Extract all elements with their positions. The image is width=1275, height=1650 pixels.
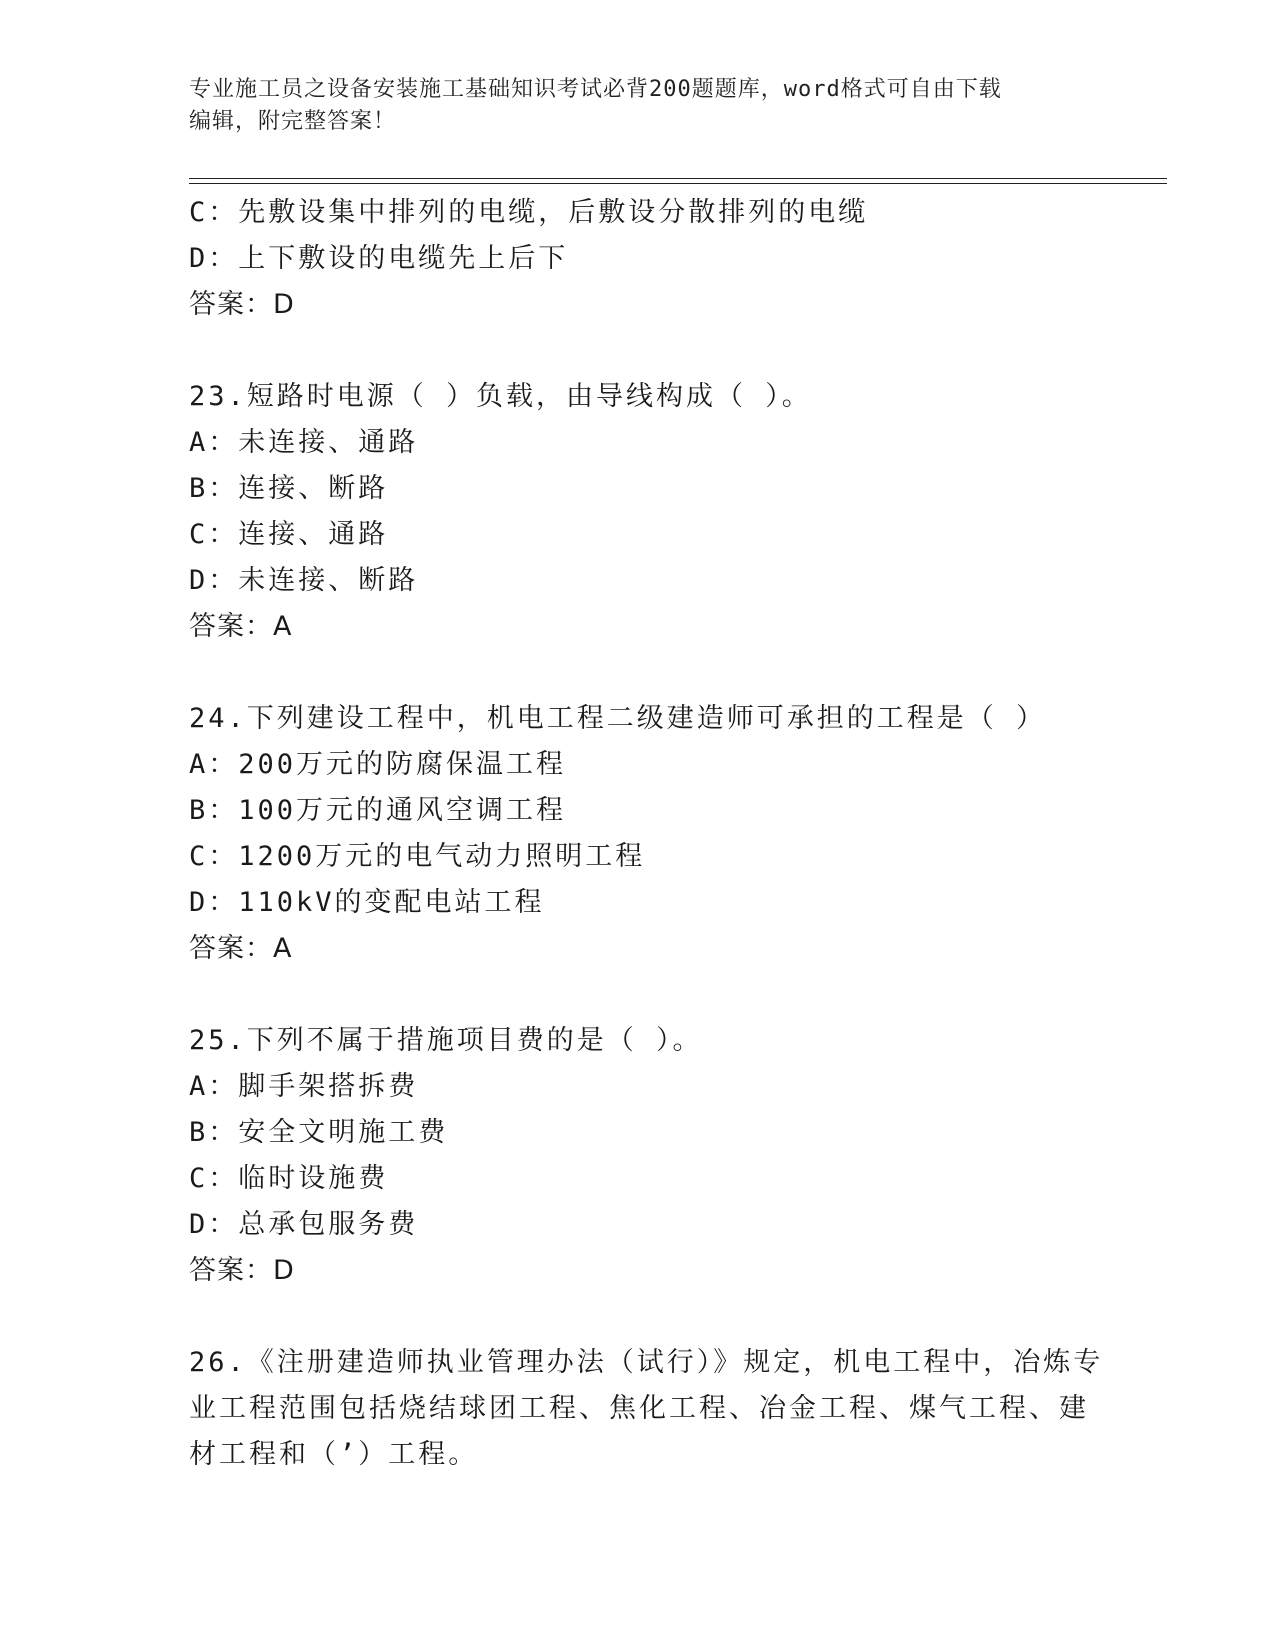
spacer	[189, 328, 1089, 374]
question-stem: 24.下列建设工程中，机电工程二级建造师可承担的工程是（ ）	[189, 703, 1047, 734]
question-stem-line-2: 业工程范围包括烧结球团工程、焦化工程、冶金工程、煤气工程、建	[189, 1393, 1089, 1424]
option-c: C：连接、通路	[189, 519, 389, 550]
answer: 答案：D	[189, 289, 295, 320]
option-d: D：110kV的变配电站工程	[189, 887, 545, 918]
option-c: C：临时设施费	[189, 1163, 389, 1194]
header-divider-bottom	[189, 183, 1167, 184]
option-b: B：100万元的通风空调工程	[189, 795, 567, 826]
spacer	[189, 972, 1089, 1018]
answer: 答案：A	[189, 611, 293, 642]
spacer	[189, 1294, 1089, 1340]
option-b: B：安全文明施工费	[189, 1117, 449, 1148]
option-a: A：脚手架搭拆费	[189, 1071, 419, 1102]
option-c: C：1200万元的电气动力照明工程	[189, 841, 646, 872]
question-stem-line-1: 26.《注册建造师执业管理办法（试行）》规定，机电工程中，冶炼专	[189, 1347, 1104, 1378]
option-b: B：连接、断路	[189, 473, 389, 504]
question-25	[189, 1018, 1089, 1294]
answer: 答案：A	[189, 933, 293, 964]
question-23	[189, 374, 1089, 650]
question-26	[189, 1340, 1104, 1478]
question-stem: 25.下列不属于措施项目费的是（ ）。	[189, 1025, 703, 1056]
option-d: D：总承包服务费	[189, 1209, 419, 1240]
answer: 答案：D	[189, 1255, 295, 1286]
question-list	[189, 190, 1104, 1478]
header-divider-top	[189, 178, 1167, 179]
question-24	[189, 696, 1089, 972]
document-header	[189, 74, 1089, 138]
question-stem: 23.短路时电源（ ）负载，由导线构成（ ）。	[189, 381, 812, 412]
option-a: A：200万元的防腐保温工程	[189, 749, 567, 780]
spacer	[189, 650, 1089, 696]
question-stem-line-3: 材工程和（’）工程。	[189, 1439, 479, 1470]
option-a: A：未连接、通路	[189, 427, 419, 458]
question-22-fragment	[189, 190, 1089, 328]
option-d: D：上下敷设的电缆先上后下	[189, 243, 569, 274]
option-d: D：未连接、断路	[189, 565, 419, 596]
header-line-2: 编辑，附完整答案！	[189, 109, 397, 134]
option-c: C：先敷设集中排列的电缆，后敷设分散排列的电缆	[189, 197, 869, 228]
header-line-1: 专业施工员之设备安装施工基础知识考试必背200题题库，word格式可自由下载	[189, 77, 1002, 102]
